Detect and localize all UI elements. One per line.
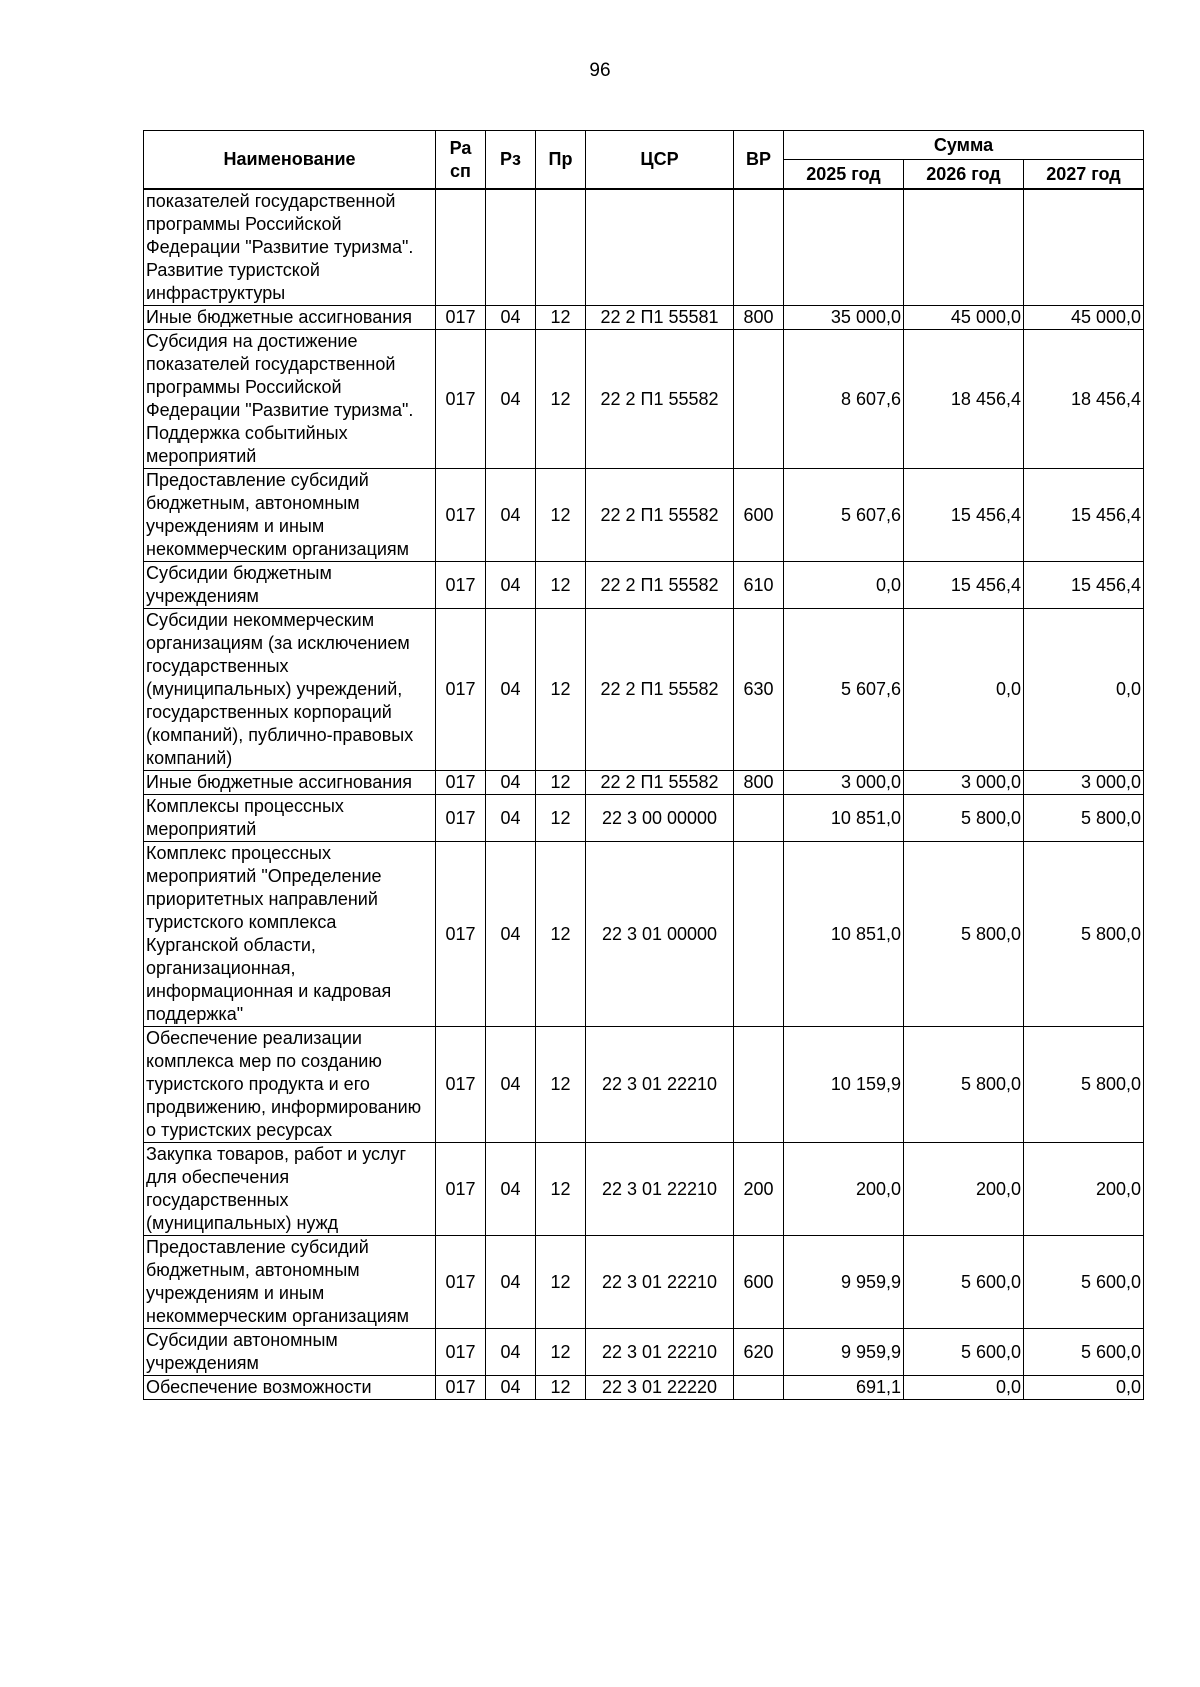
cell-2027: 5 600,0 [1024, 1329, 1144, 1376]
cell-name: Субсидии бюджетным учреждениям [144, 562, 436, 609]
cell-rasp: 017 [436, 562, 486, 609]
cell-2026: 0,0 [904, 609, 1024, 771]
cell-csr [586, 189, 734, 306]
header-rasp: Ра сп [436, 131, 486, 190]
cell-2026 [904, 189, 1024, 306]
cell-pr: 12 [536, 771, 586, 795]
cell-rz: 04 [486, 1376, 536, 1400]
cell-2027: 15 456,4 [1024, 562, 1144, 609]
cell-2027: 5 800,0 [1024, 1027, 1144, 1143]
cell-2025: 3 000,0 [784, 771, 904, 795]
table-row [144, 771, 1144, 795]
cell-vr: 200 [734, 1143, 784, 1236]
cell-2025 [784, 189, 904, 306]
cell-rasp: 017 [436, 1376, 486, 1400]
budget-table [143, 130, 1144, 1400]
cell-rasp: 017 [436, 330, 486, 469]
cell-2025: 10 851,0 [784, 842, 904, 1027]
cell-vr [734, 1027, 784, 1143]
table-row [144, 330, 1144, 469]
cell-rz: 04 [486, 562, 536, 609]
header-name: Наименование [144, 131, 436, 190]
cell-rasp: 017 [436, 1027, 486, 1143]
cell-pr: 12 [536, 306, 586, 330]
cell-2026: 15 456,4 [904, 469, 1024, 562]
cell-csr: 22 3 01 22210 [586, 1027, 734, 1143]
cell-name: Иные бюджетные ассигнования [144, 306, 436, 330]
cell-2026: 18 456,4 [904, 330, 1024, 469]
cell-2025: 200,0 [784, 1143, 904, 1236]
cell-2027 [1024, 189, 1144, 306]
cell-2025: 9 959,9 [784, 1329, 904, 1376]
cell-2025: 8 607,6 [784, 330, 904, 469]
cell-rz: 04 [486, 306, 536, 330]
cell-pr: 12 [536, 1236, 586, 1329]
cell-rasp: 017 [436, 771, 486, 795]
cell-rasp: 017 [436, 1329, 486, 1376]
cell-2025: 5 607,6 [784, 609, 904, 771]
cell-vr: 600 [734, 1236, 784, 1329]
cell-pr: 12 [536, 1027, 586, 1143]
cell-2025: 691,1 [784, 1376, 904, 1400]
cell-pr: 12 [536, 469, 586, 562]
cell-2026: 5 800,0 [904, 842, 1024, 1027]
cell-pr: 12 [536, 330, 586, 469]
cell-csr: 22 3 01 22210 [586, 1143, 734, 1236]
header-rz: Рз [486, 131, 536, 190]
table-row [144, 189, 1144, 306]
cell-2025: 9 959,9 [784, 1236, 904, 1329]
cell-csr: 22 3 00 00000 [586, 795, 734, 842]
cell-2026: 3 000,0 [904, 771, 1024, 795]
cell-2025: 5 607,6 [784, 469, 904, 562]
cell-rasp: 017 [436, 1236, 486, 1329]
cell-2026: 5 600,0 [904, 1329, 1024, 1376]
cell-2027: 5 600,0 [1024, 1236, 1144, 1329]
cell-rasp: 017 [436, 469, 486, 562]
table-row [144, 562, 1144, 609]
cell-2026: 200,0 [904, 1143, 1024, 1236]
table-row [144, 1376, 1144, 1400]
cell-pr: 12 [536, 1329, 586, 1376]
cell-vr: 620 [734, 1329, 784, 1376]
cell-name: Предоставление субсидий бюджетным, автономным учреждениям и иным некоммерческим организациям [144, 1236, 436, 1329]
table-body [144, 189, 1144, 1400]
cell-pr: 12 [536, 1143, 586, 1236]
table-row [144, 795, 1144, 842]
cell-rz: 04 [486, 1236, 536, 1329]
cell-2026: 45 000,0 [904, 306, 1024, 330]
cell-rz: 04 [486, 842, 536, 1027]
cell-vr [734, 842, 784, 1027]
cell-vr [734, 1376, 784, 1400]
cell-name: Субсидия на достижение показателей государственной программы Российской Федерации "Развитие туризма". Поддержка событийных мероприятий [144, 330, 436, 469]
cell-2027: 3 000,0 [1024, 771, 1144, 795]
cell-name: Предоставление субсидий бюджетным, автономным учреждениям и иным некоммерческим организациям [144, 469, 436, 562]
cell-pr: 12 [536, 1376, 586, 1400]
cell-2026: 15 456,4 [904, 562, 1024, 609]
cell-2025: 35 000,0 [784, 306, 904, 330]
table-row [144, 842, 1144, 1027]
cell-pr: 12 [536, 795, 586, 842]
cell-name: Комплексы процессных мероприятий [144, 795, 436, 842]
cell-2027: 18 456,4 [1024, 330, 1144, 469]
header-2027: 2027 год [1024, 160, 1144, 190]
cell-rasp: 017 [436, 795, 486, 842]
cell-pr: 12 [536, 562, 586, 609]
cell-rz: 04 [486, 330, 536, 469]
cell-name: Субсидии автономным учреждениям [144, 1329, 436, 1376]
cell-rz: 04 [486, 771, 536, 795]
page-number: 96 [589, 60, 611, 81]
cell-2026: 5 800,0 [904, 795, 1024, 842]
cell-name: Комплекс процессных мероприятий "Определение приоритетных направлений туристского комплекса Курганской области, организационная, информационная и кадровая поддержка" [144, 842, 436, 1027]
cell-name: Субсидии некоммерческим организациям (за исключением государственных (муниципальных) учреждений, государственных корпораций (компаний), публично-правовых компаний) [144, 609, 436, 771]
cell-csr: 22 3 01 22220 [586, 1376, 734, 1400]
cell-vr: 630 [734, 609, 784, 771]
cell-rasp: 017 [436, 306, 486, 330]
header-2025: 2025 год [784, 160, 904, 190]
cell-vr: 800 [734, 771, 784, 795]
cell-2027: 0,0 [1024, 1376, 1144, 1400]
table-row [144, 1236, 1144, 1329]
cell-rz: 04 [486, 609, 536, 771]
cell-2027: 15 456,4 [1024, 469, 1144, 562]
cell-pr: 12 [536, 842, 586, 1027]
cell-2026: 5 800,0 [904, 1027, 1024, 1143]
cell-pr: 12 [536, 609, 586, 771]
cell-2026: 0,0 [904, 1376, 1024, 1400]
header-2026: 2026 год [904, 160, 1024, 190]
cell-2026: 5 600,0 [904, 1236, 1024, 1329]
cell-vr: 610 [734, 562, 784, 609]
table-row [144, 1143, 1144, 1236]
cell-csr: 22 2 П1 55582 [586, 562, 734, 609]
cell-2027: 45 000,0 [1024, 306, 1144, 330]
cell-2027: 0,0 [1024, 609, 1144, 771]
table-row [144, 1329, 1144, 1376]
cell-pr [536, 189, 586, 306]
cell-csr: 22 2 П1 55582 [586, 469, 734, 562]
cell-csr: 22 3 01 22210 [586, 1329, 734, 1376]
header-summa: Сумма [784, 131, 1144, 160]
cell-2025: 10 159,9 [784, 1027, 904, 1143]
cell-csr: 22 2 П1 55582 [586, 771, 734, 795]
cell-rz: 04 [486, 1027, 536, 1143]
table-row [144, 1027, 1144, 1143]
table-row [144, 469, 1144, 562]
cell-2027: 200,0 [1024, 1143, 1144, 1236]
cell-csr: 22 2 П1 55581 [586, 306, 734, 330]
table-row [144, 609, 1144, 771]
cell-2027: 5 800,0 [1024, 842, 1144, 1027]
table-header [144, 131, 1144, 190]
cell-vr: 600 [734, 469, 784, 562]
cell-2027: 5 800,0 [1024, 795, 1144, 842]
cell-csr: 22 2 П1 55582 [586, 609, 734, 771]
cell-vr: 800 [734, 306, 784, 330]
cell-name: Обеспечение реализации комплекса мер по созданию туристского продукта и его продвижению, информированию о туристских ресурсах [144, 1027, 436, 1143]
cell-rasp [436, 189, 486, 306]
cell-rz: 04 [486, 469, 536, 562]
cell-rasp: 017 [436, 1143, 486, 1236]
cell-vr [734, 330, 784, 469]
cell-vr [734, 795, 784, 842]
cell-rz: 04 [486, 795, 536, 842]
cell-csr: 22 3 01 00000 [586, 842, 734, 1027]
cell-rz: 04 [486, 1143, 536, 1236]
table-row [144, 306, 1144, 330]
cell-vr [734, 189, 784, 306]
cell-rz [486, 189, 536, 306]
cell-name: Закупка товаров, работ и услуг для обеспечения государственных (муниципальных) нужд [144, 1143, 436, 1236]
cell-name: Иные бюджетные ассигнования [144, 771, 436, 795]
cell-csr: 22 2 П1 55582 [586, 330, 734, 469]
header-vr: ВР [734, 131, 784, 190]
cell-name: показателей государственной программы Российской Федерации "Развитие туризма". Развитие туристской инфраструктуры [144, 189, 436, 306]
cell-rz: 04 [486, 1329, 536, 1376]
cell-csr: 22 3 01 22210 [586, 1236, 734, 1329]
cell-2025: 10 851,0 [784, 795, 904, 842]
cell-rasp: 017 [436, 842, 486, 1027]
header-csr: ЦСР [586, 131, 734, 190]
cell-rasp: 017 [436, 609, 486, 771]
cell-name: Обеспечение возможности [144, 1376, 436, 1400]
header-pr: Пр [536, 131, 586, 190]
cell-2025: 0,0 [784, 562, 904, 609]
